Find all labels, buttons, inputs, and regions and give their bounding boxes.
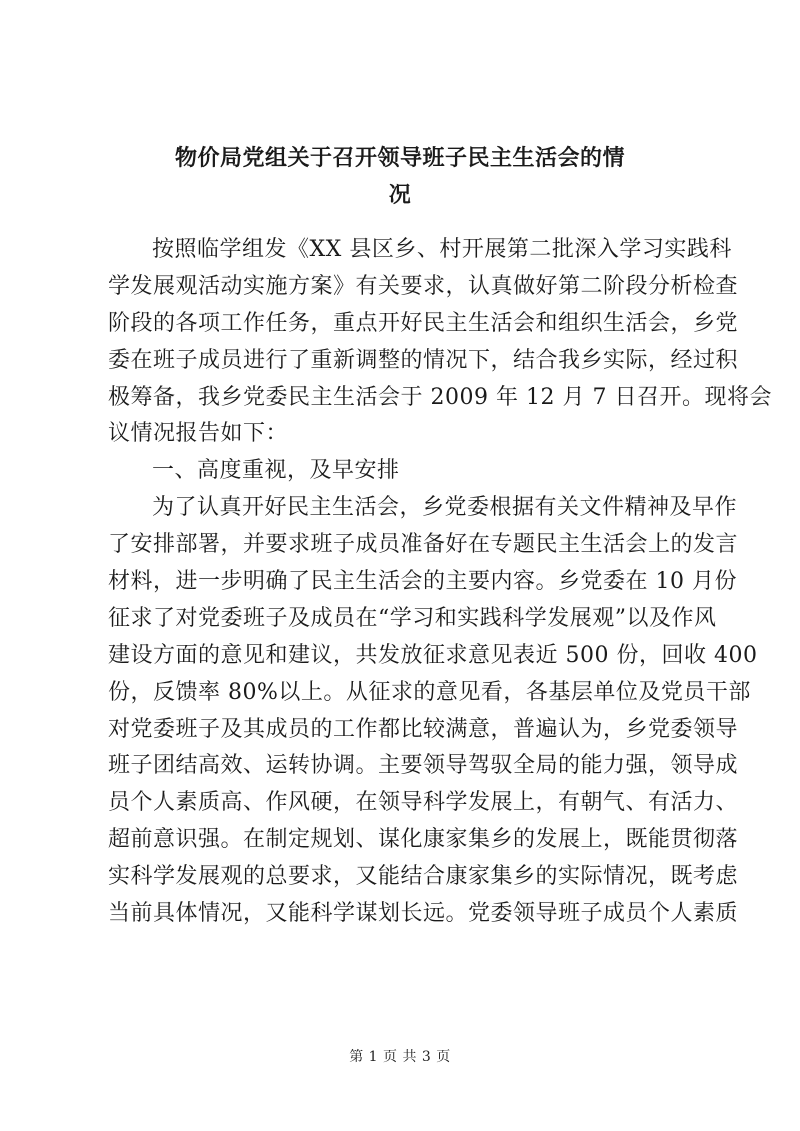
paragraph-line: 按照临学组发《XX 县区乡、村开展第二批深入学习实践科 <box>152 237 732 262</box>
paragraph-line: 为了认真开好民主生活会，乡党委根据有关文件精神及早作 <box>152 495 738 521</box>
title-line: 物价局党组关于召开领导班子民主生活会的情 <box>174 145 625 171</box>
paragraph-line: 班子团结高效、运转协调。主要领导驾驭全局的能力强，领导成 <box>108 753 739 779</box>
paragraph-line: 委在班子成员进行了重新调整的情况下，结合我乡实际，经过积 <box>108 347 739 373</box>
paragraph-line: 议情况报告如下： <box>108 421 289 447</box>
paragraph-line: 阶段的各项工作任务，重点开好民主生活会和组织生活会，乡党 <box>108 310 739 336</box>
section-heading <box>108 453 708 490</box>
paragraph-line: 了安排部署，并要求班子成员准备好在专题民主生活会上的发言 <box>108 532 739 558</box>
paragraph-line: 建设方面的意见和建议，共发放征求意见表近 500 份，回收 400 <box>108 642 758 668</box>
paragraph-section-one <box>108 490 758 933</box>
page-footer: 第 1 页 共 3 页 <box>349 1049 451 1065</box>
paragraph-line: 超前意识强。在制定规划、谋化康家集乡的发展上，既能贯彻落 <box>108 827 739 853</box>
paragraph-line: 材料，进一步明确了民主生活会的主要内容。乡党委在 10 月份 <box>108 569 737 595</box>
paragraph-line: 实科学发展观的总要求，又能结合康家集乡的实际情况，既考虑 <box>108 864 739 890</box>
title-line: 况 <box>388 181 412 208</box>
paragraph-line: 份，反馈率 80%以上。从征求的意见看，各基层单位及党员干部 <box>108 679 751 705</box>
paragraph-line: 极筹备，我乡党委民主生活会于 2009 年 12 月 7 日召开。现将会 <box>108 384 772 410</box>
paragraph-line: 征求了对党委班子及成员在“学习和实践科学发展观”以及作风 <box>108 605 717 631</box>
paragraph-line: 员个人素质高、作风硬，在领导科学发展上，有朝气、有活力、 <box>108 790 739 816</box>
heading-line: 一、高度重视，及早安排 <box>152 458 400 484</box>
paragraph-line: 当前具体情况，又能科学谋划长远。党委领导班子成员个人素质 <box>108 901 739 927</box>
paragraph-intro <box>108 232 772 453</box>
document-body <box>108 232 772 933</box>
document-title <box>100 140 700 214</box>
paragraph-line: 对党委班子及其成员的工作都比较满意，普遍认为，乡党委领导 <box>108 716 739 742</box>
paragraph-line: 学发展观活动实施方案》有关要求，认真做好第二阶段分析检查 <box>108 273 739 299</box>
